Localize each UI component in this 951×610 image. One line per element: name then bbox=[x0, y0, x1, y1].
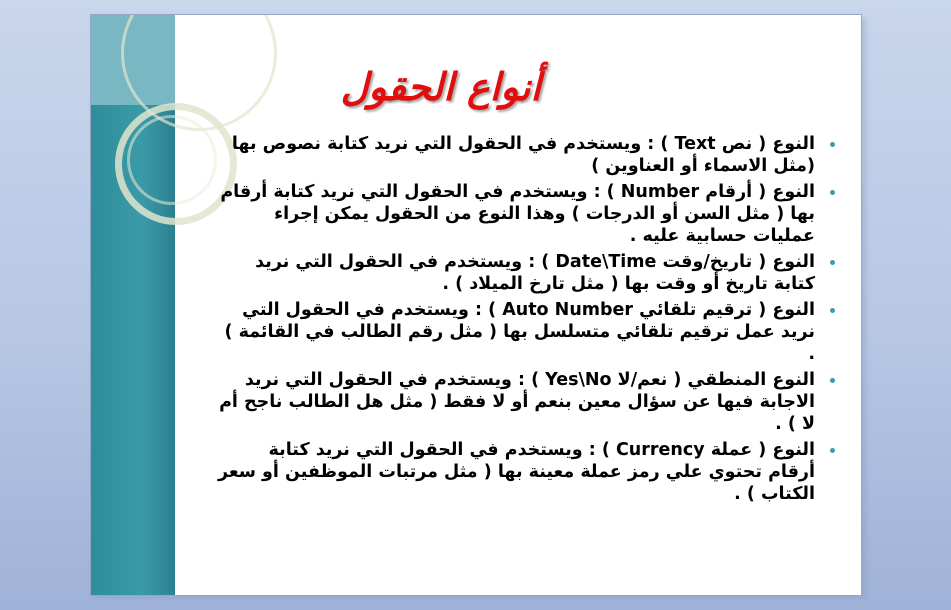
slide bbox=[90, 14, 862, 596]
bullet-text: النوع ( نص Text ) : ويستخدم في الحقول التي نريد كتابة نصوص بها (مثل الاسماء أو العناوين ) bbox=[231, 134, 815, 176]
bullet-text: النوع ( ترقيم تلقائي Auto Number ) : ويستخدم في الحقول التي نريد عمل ترقيم تلقائي متسلسل بها ( مثل رقم الطالب في القائمة ) . bbox=[224, 300, 815, 364]
bullet-text: النوع ( تاريخ/وقت Date\Time ) : ويستخدم في الحقول التي نريد كتابة تاريخ أو وقت بها ( مثل تارخ الميلاد ) . bbox=[255, 252, 815, 294]
slide-title: أنواع الحقول bbox=[340, 65, 541, 109]
bullet-dot-icon bbox=[830, 142, 835, 147]
bullet-item bbox=[217, 299, 837, 365]
bullet-item bbox=[217, 369, 837, 435]
bullet-text: النوع المنطقي ( نعم/لا Yes\No ) : ويستخدم في الحقول التي نريد الاجابة فيها عن سؤال معين بنعم أو لا فقط ( مثل هل الطالب ناجح أم لا ) . bbox=[219, 370, 815, 434]
bullet-text: النوع ( أرقام Number ) : ويستخدم في الحقول التي نريد كتابة أرقام بها ( مثل السن أو الدرجات ) وهذا النوع من الحقول يمكن إجراء عمليات حسابية عليه . bbox=[220, 182, 815, 246]
bullet-item bbox=[217, 133, 837, 177]
bullet-text: النوع ( عملة Currency ) : ويستخدم في الحقول التي نريد كتابة أرقام تحتوي علي رمز عملة معينة بها ( مثل مرتبات الموظفين أو سعر الكتاب ) . bbox=[217, 440, 815, 504]
decorative-ring-small bbox=[127, 115, 217, 205]
bullet-item bbox=[217, 181, 837, 247]
bullet-dot-icon bbox=[830, 308, 835, 313]
bullet-item bbox=[217, 251, 837, 295]
bullet-dot-icon bbox=[830, 378, 835, 383]
bullet-dot-icon bbox=[830, 448, 835, 453]
bullet-dot-icon bbox=[830, 260, 835, 265]
bullet-dot-icon bbox=[830, 190, 835, 195]
bullet-list bbox=[217, 133, 837, 509]
bullet-item bbox=[217, 439, 837, 505]
